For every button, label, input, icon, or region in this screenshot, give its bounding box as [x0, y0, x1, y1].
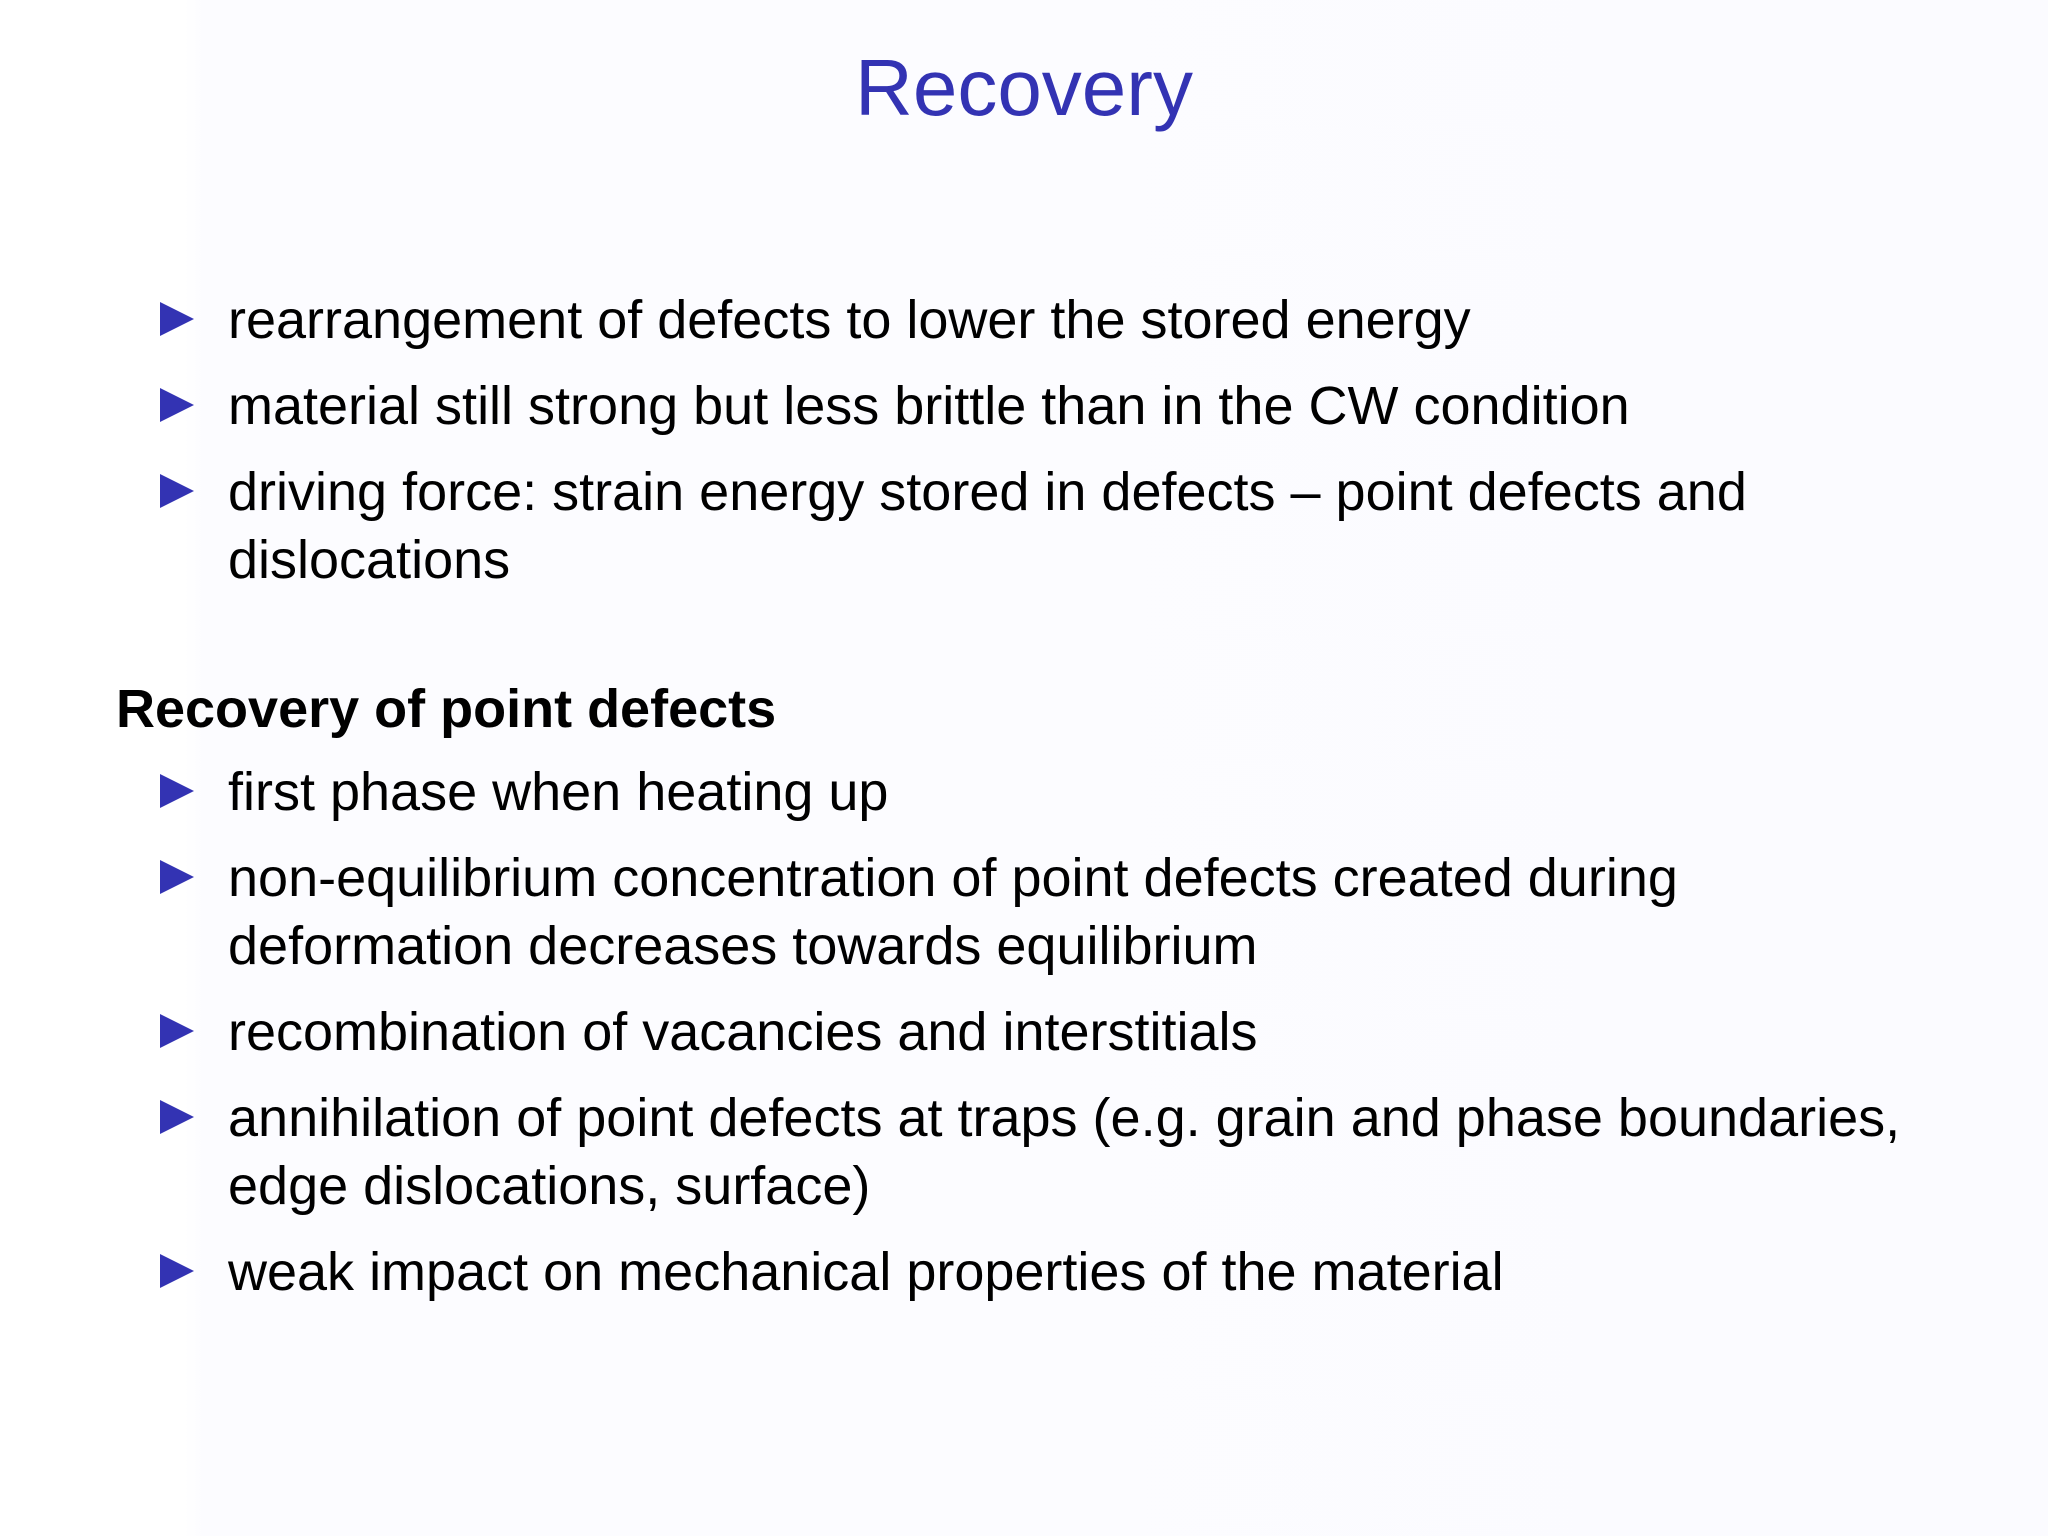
triangle-right-icon: [160, 474, 194, 508]
triangle-right-icon: [160, 860, 194, 894]
triangle-right-icon: [160, 388, 194, 422]
list-item: [0, 998, 2048, 1066]
list-item: [0, 844, 2048, 980]
point-defects-bullet-list: [0, 758, 2048, 1306]
list-item-text: annihilation of point defects at traps (e.g. grain and phase boundaries, edge dislocations, surface): [228, 1088, 1901, 1216]
triangle-right-icon: [160, 1014, 194, 1048]
list-item-text: first phase when heating up: [228, 762, 889, 822]
list-item: [0, 458, 2048, 594]
list-item: [0, 1084, 2048, 1220]
list-item-text: weak impact on mechanical properties of the material: [228, 1242, 1504, 1302]
slide-title: Recovery: [855, 43, 1193, 132]
list-item: [0, 372, 2048, 440]
section-heading: Recovery of point defects: [116, 679, 777, 739]
list-item-text: material still strong but less brittle than in the CW condition: [228, 376, 1630, 436]
triangle-right-icon: [160, 302, 194, 336]
triangle-right-icon: [160, 1254, 194, 1288]
list-item: [0, 286, 2048, 354]
list-item: [0, 758, 2048, 826]
list-item-text: non-equilibrium concentration of point defects created during deformation decreases towards equilibrium: [228, 848, 1678, 976]
list-item: [0, 1238, 2048, 1306]
point-defects-section: [0, 676, 2048, 1324]
triangle-right-icon: [160, 774, 194, 808]
triangle-right-icon: [160, 1100, 194, 1134]
general-bullet-list: [0, 286, 2048, 594]
list-item-text: recombination of vacancies and interstitials: [228, 1002, 1258, 1062]
general-section: [0, 286, 2048, 612]
list-item-text: rearrangement of defects to lower the stored energy: [228, 290, 1471, 350]
list-item-text: driving force: strain energy stored in defects – point defects and dislocations: [228, 462, 1747, 590]
